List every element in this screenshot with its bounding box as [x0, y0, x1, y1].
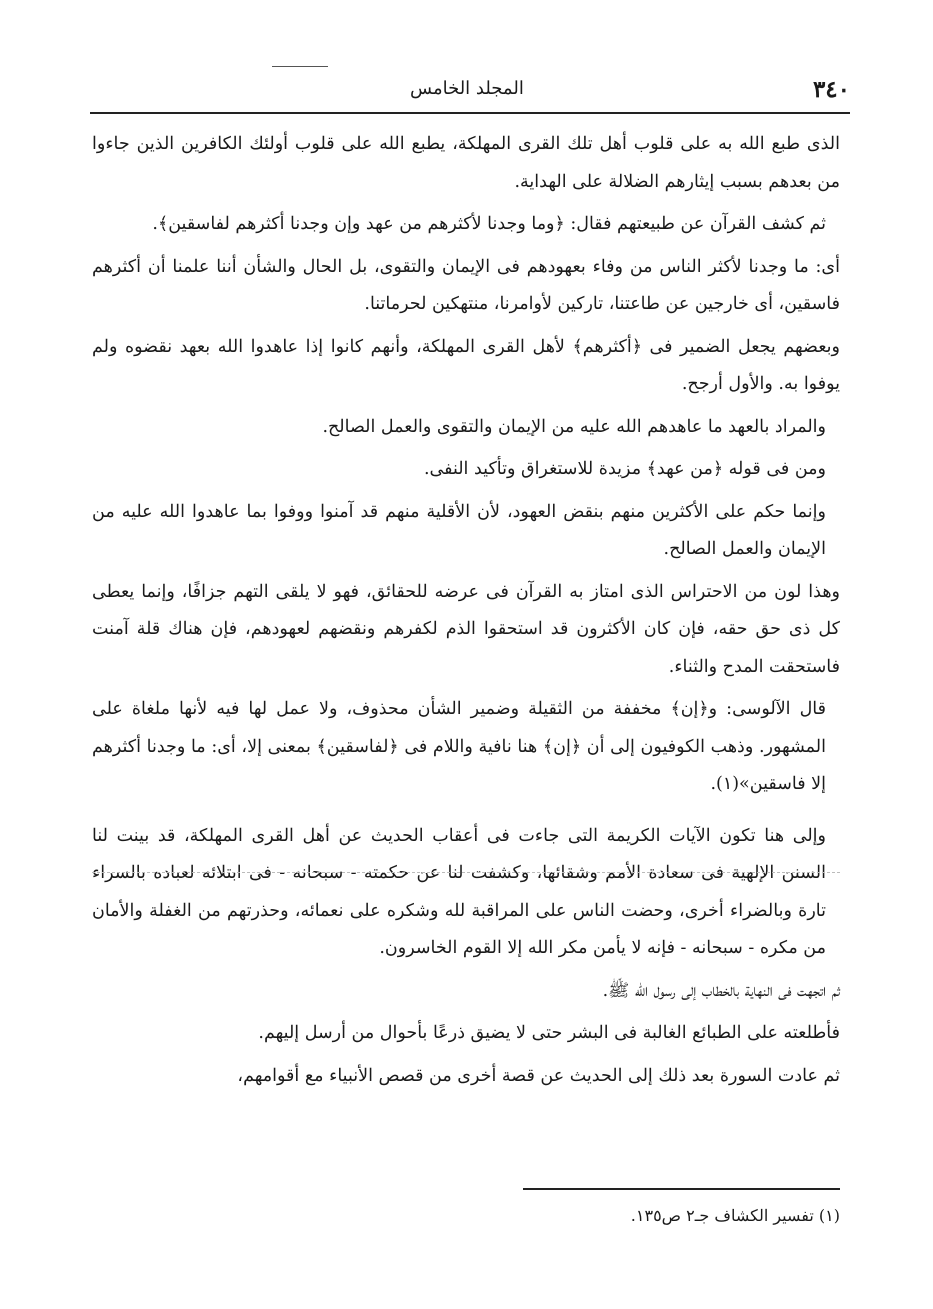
paragraph: ثم كشف القرآن عن طبيعتهم فقال: ﴿وما وجدنا لأكثرهم من عهد وإن وجدنا أكثرهم لفاسقين﴾. — [152, 214, 826, 234]
paragraph: أى: ما وجدنا لأكثر الناس من وفاء بعهودهم فى الإيمان والتقوى، بل الحال والشأن أننا علمنا أن أكثرهم فاسقين، أى خارجين عن طاعتنا، تاركين لأوامرنا، منتهكين لحرماتنا. — [92, 256, 840, 314]
paragraph: ثم اتجهت فى النهاية بالخطاب إلى رسول الله ﷺ. — [602, 980, 840, 1001]
page-number: ٣٤٠ — [812, 76, 850, 103]
paragraph: وإلى هنا تكون الآيات الكريمة التى جاءت فى أعقاب الحديث عن أهل القرى المهلكة، قد بينت لنا السنن الإلهية فى سعادة الأمم وشقائها، وكشفت لنا عن حكمته - سبحانه - فى ابتلائه لعباده بالسراء تارة وبالضراء أخرى، وحضت الناس على المراقبة لله وشكره على نعمائه، وحذرتهم من الغفلة والأمان من مكره - سبحانه - فإنه لا يأمن مكر الله إلا القوم الخاسرون. — [92, 825, 826, 958]
running-title: المجلد الخامس — [410, 78, 524, 99]
paragraph: الذى طبع الله به على قلوب أهل تلك القرى المهلكة، يطبع الله على قلوب أولئك الكافرين الذين جاءوا من بعدهم بسبب إيثارهم الضلالة على الهداية. — [92, 134, 840, 192]
paragraph: وبعضهم يجعل الضمير فى ﴿أكثرهم﴾ لأهل القرى المهلكة، وأنهم كانوا إذا عاهدوا الله بعهد نقضوه ولم يوفوا به. والأول أرجح. — [92, 336, 840, 394]
footnote: (١) تفسير الكشاف جـ٢ ص١٣٥. — [630, 1206, 840, 1225]
paragraph: والمراد بالعهد ما عاهدهم الله عليه من الإيمان والتقوى والعمل الصالح. — [322, 416, 826, 437]
header-rule — [90, 112, 850, 114]
paragraph: قال الآلوسى: و﴿إن﴾ مخففة من الثقيلة وضمير الشأن محذوف، ولا عمل لها فيه لأنها ملغاة على المشهور. وذهب الكوفيون إلى أن ﴿إن﴾ هنا نافية واللام فى ﴿لفاسقين﴾ بمعنى إلا، أى: ما وجدنا أكثرهم إلا فاسقين»(١). — [92, 699, 826, 794]
page-header — [90, 70, 850, 112]
paragraph: وإنما حكم على الأكثرين منهم بنقض العهود، لأن الأقلية منهم قد آمنوا ووفوا بما عاهدوا الله عليه من الإيمان والعمل الصالح. — [92, 501, 826, 559]
footnote-rule — [523, 1188, 840, 1190]
top-mark-line — [272, 66, 328, 67]
paragraph: فأطلعته على الطبائع الغالبة فى البشر حتى لا يضيق ذرعًا بأحوال من أرسل إليهم. — [258, 1023, 840, 1043]
paragraph: ثم عادت السورة بعد ذلك إلى الحديث عن قصة أخرى من قصص الأنبياء مع أقوامهم، — [237, 1065, 840, 1086]
section-divider — [92, 872, 840, 873]
body-text — [92, 126, 840, 1100]
paragraph: ومن فى قوله ﴿من عهد﴾ مزيدة للاستغراق وتأكيد النفى. — [423, 459, 826, 479]
paragraph: وهذا لون من الاحتراس الذى امتاز به القرآن فى عرضه للحقائق، فهو لا يلقى التهم جزافًا، وإنما يعطى كل ذى حق حقه، فإن كان الأكثرون قد استحقوا الذم لكفرهم ونقضهم لعهودهم، فإن هناك قلة آمنت فاستحقت المدح والثناء. — [92, 581, 840, 677]
